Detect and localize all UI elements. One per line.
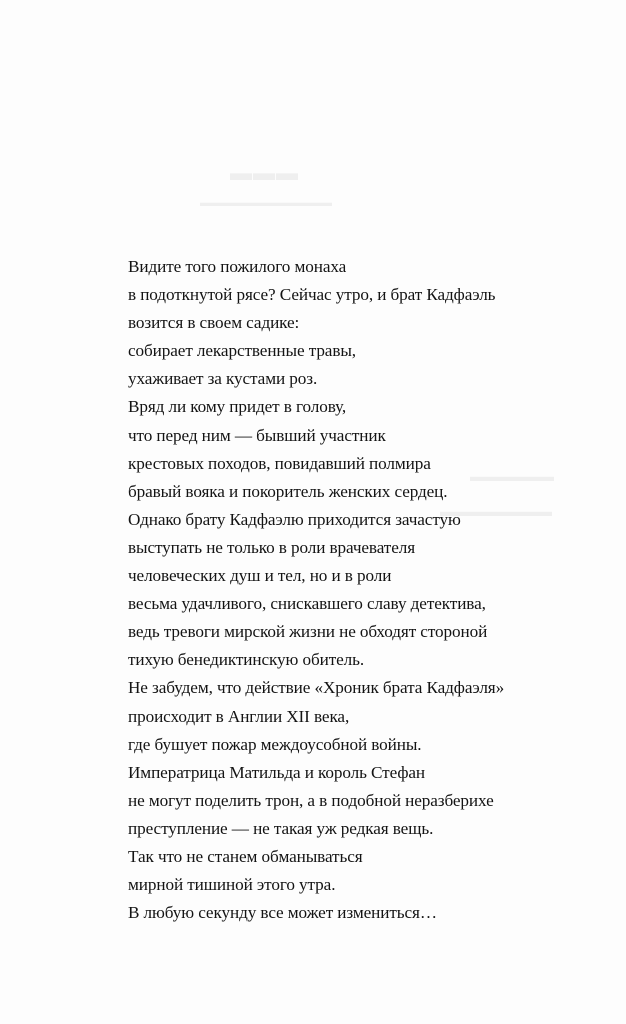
blurb-line: тихую бенедиктинскую обитель. bbox=[128, 650, 365, 670]
blurb-line: Однако брату Кадфаэлю приходится зачастую bbox=[128, 509, 461, 529]
blurb-line: ведь тревоги мирской жизни не обходят стороной bbox=[128, 622, 488, 642]
blurb-line: собирает лекарственные травы, bbox=[128, 341, 356, 361]
show-through-mark: ▬▬▬▬▬▬▬▬ bbox=[440, 505, 552, 520]
blurb-line: Императрица Матильда и король Стефан bbox=[128, 762, 425, 782]
blurb-text bbox=[128, 253, 598, 927]
blurb-line: возится в своем садике: bbox=[128, 313, 300, 333]
show-through-mark: ▬▬▬▬▬▬▬▬▬▬▬▬ bbox=[200, 197, 332, 209]
blurb-line: человеческих душ и тел, но и в роли bbox=[128, 566, 392, 586]
blurb-line: где бушует пожар междоусобной войны. bbox=[128, 734, 422, 754]
blurb-line: в подоткнутой рясе? Сейчас утро, и брат Кадфаэль bbox=[128, 285, 496, 305]
blurb-line: Так что не станем обманываться bbox=[128, 846, 363, 866]
blurb-line: мирной тишиной этого утра. bbox=[128, 875, 336, 895]
blurb-line: выступать не только в роли врачевателя bbox=[128, 537, 416, 557]
blurb-line: Не забудем, что действие «Хроник брата Кадфаэля» bbox=[128, 678, 505, 698]
show-through-mark: ▬▬▬ bbox=[230, 160, 299, 185]
blurb-line: Видите того пожилого монаха bbox=[128, 257, 347, 276]
blurb-line: Вряд ли кому придет в голову, bbox=[128, 397, 347, 417]
blurb-line: преступление — не такая уж редкая вещь. bbox=[128, 818, 434, 838]
blurb-line: бравый вояка и покоритель женских сердец. bbox=[128, 481, 448, 501]
blurb-line: что перед ним — бывший участник bbox=[128, 425, 386, 445]
blurb-line: весьма удачливого, снискавшего славу детектива, bbox=[128, 594, 486, 614]
show-through-mark: ▬▬▬▬▬▬ bbox=[470, 470, 554, 485]
blurb-line: В любую секунду все может измениться… bbox=[128, 903, 437, 923]
blurb-line: не могут поделить трон, а в подобной неразберихе bbox=[128, 790, 494, 810]
blurb-line: крестовых походов, повидавший полмира bbox=[128, 453, 431, 473]
blurb-line: происходит в Англии XII века, bbox=[128, 706, 350, 726]
blurb-line: ухаживает за кустами роз. bbox=[128, 369, 318, 389]
